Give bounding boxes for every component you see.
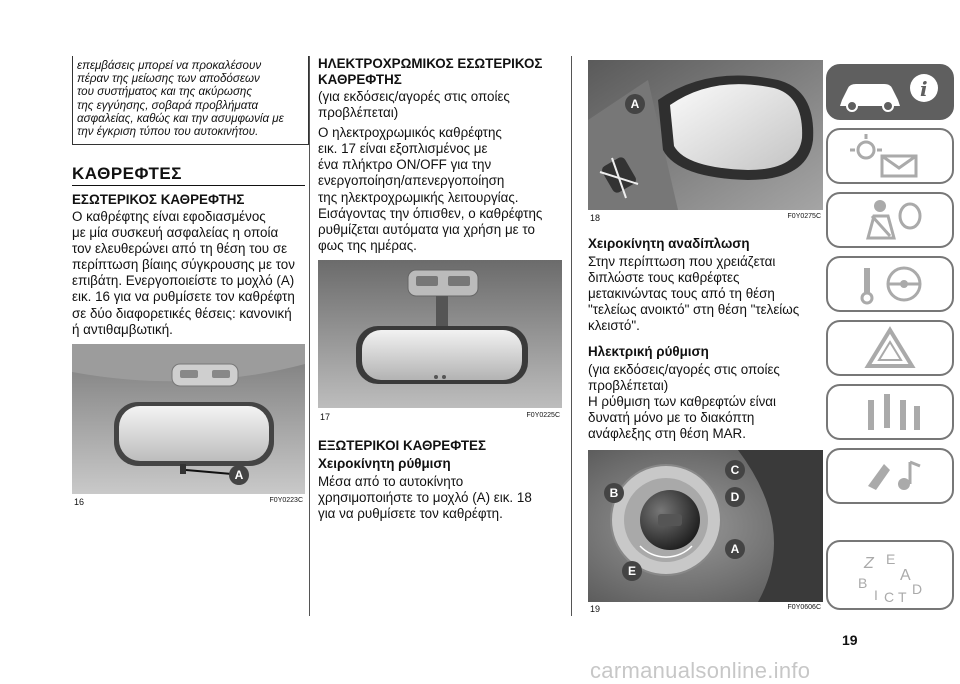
figure-18-exterior-mirror (588, 60, 823, 210)
manual-folding-heading: Χειροκίνητη αναδίπλωση (588, 236, 750, 251)
svg-text:T: T (898, 589, 907, 605)
exterior-mirrors-heading: ΕΞΩΤΕΡΙΚΟΙ ΚΑΘΡΕΦΤΕΣ (318, 438, 486, 453)
text-line: ενεργοποίηση/απενεργοποίηση (318, 173, 505, 189)
figure-19-mirror-control-knob (588, 450, 823, 602)
chapter-tab-knowing-the-car[interactable] (826, 64, 954, 120)
note-line: πέραν της μείωσης των αποδόσεων (77, 72, 260, 86)
text-line: ή αντιθαμβωτική. (72, 321, 173, 337)
note-line: επεμβάσεις μπορεί να προκαλέσουν (77, 59, 262, 72)
figure-number: 18 (590, 213, 601, 223)
electrochromic-heading-line1: ΗΛΕΚΤΡΟΧΡΩΜΙΚΟΣ ΕΣΩΤΕΡΙΚΟΣ (318, 56, 543, 71)
svg-text:C: C (884, 589, 895, 605)
chapter-tab-index[interactable] (826, 540, 954, 610)
chapter-tab-emergency[interactable] (826, 320, 954, 376)
note-line: της εγγύησης, σοβαρά προβλήματα (77, 98, 259, 112)
figure-17-caption (320, 412, 560, 422)
svg-text:B: B (858, 575, 868, 591)
svg-text:i: i (920, 77, 928, 101)
text-line: (για εκδόσεις/αγορές στις οποίες (318, 89, 510, 104)
text-line: προβλέπεται) (318, 105, 399, 121)
text-line: εικ. 17 είναι εξοπλισμένος με (318, 141, 488, 157)
figure-17-electrochromic-mirror (318, 260, 562, 408)
multimedia-icon (828, 450, 952, 502)
text-line: φως της ημέρας. (318, 237, 417, 253)
text-line: ρυθμίζεται αυτόματα για χρήση με το (318, 221, 535, 237)
text-line: ανάφλεξης στη θέση MAR. (588, 426, 746, 442)
text-line: Μέσα από το αυτοκίνητο (318, 474, 464, 489)
note-line: την έγκριση τύπου του αυτοκινήτου. (77, 125, 259, 139)
section-title-rule (72, 185, 305, 186)
text-line: (για εκδόσεις/αγορές στις οποίες (588, 362, 780, 377)
airbag-seatbelt-icon (828, 194, 952, 246)
text-line: ένα πλήκτρο ON/OFF για την (318, 157, 492, 173)
figure-code: F0Y0606C (787, 604, 821, 611)
watermark: carmanualsonline.info (590, 658, 811, 683)
section-title: ΚΑΘΡΕΦΤΕΣ (72, 164, 182, 183)
chapter-tab-multimedia[interactable] (826, 448, 954, 504)
figure-number: 19 (590, 604, 601, 614)
text-line: εικ. 16 για να ρυθμίσετε τον καθρέφτη (72, 289, 295, 305)
figure-16-interior-mirror (72, 344, 305, 494)
text-line: δυνατή μόνο με το διακόπτη (588, 410, 755, 426)
svg-text:I: I (874, 587, 878, 603)
page-number: 19 (842, 632, 858, 648)
figure-number: 17 (320, 412, 331, 422)
electrochromic-heading-line2: ΚΑΘΡΕΦΤΗΣ (318, 72, 402, 87)
callout-label-a: A (625, 94, 645, 114)
electric-adjustment-heading: Ηλεκτρική ρύθμιση (588, 344, 709, 359)
chapter-tab-starting-driving[interactable] (826, 256, 954, 312)
figure-16-caption (74, 497, 303, 507)
manual-adjustment-text (318, 474, 532, 522)
manual-folding-text (588, 254, 799, 334)
callout-label-d: D (725, 487, 745, 507)
steering-key-icon (828, 258, 952, 310)
column-divider (571, 56, 572, 616)
figure-18-caption (590, 213, 821, 223)
chapter-tab-maintenance[interactable] (826, 384, 954, 440)
electric-adjustment-text (588, 362, 780, 442)
text-line: Η ρύθμιση των καθρεφτών είναι (588, 394, 776, 410)
text-line: χρησιμοποιήστε το μοχλό (A) εικ. 18 (318, 490, 532, 506)
car-info-icon (828, 66, 952, 118)
svg-text:Z: Z (864, 555, 874, 572)
text-line: Ο καθρέφτης είναι εφοδιασμένος (72, 209, 266, 224)
alphabetical-index-icon (828, 542, 952, 608)
chapter-tab-safety[interactable] (826, 192, 954, 248)
text-line: τον ελευθερώνει από τη θέση του σε (72, 241, 288, 257)
text-line: σε δύο διαφορετικές θέσεις: κανονική (72, 305, 292, 321)
figure-code: F0Y0225C (526, 412, 560, 419)
note-line: ασφαλείας, καθώς και την ασυμφωνία με (77, 111, 284, 125)
callout-label-a: A (229, 465, 249, 485)
svg-text:E: E (886, 551, 896, 567)
figure-code: F0Y0275C (787, 213, 821, 220)
chapter-tab-dashboard[interactable] (826, 128, 954, 184)
text-line: μετακινώντας τους από τη θέση (588, 286, 775, 302)
text-line: με μία συσκευή ασφαλείας η οποία (72, 225, 279, 241)
figure-code: F0Y0223C (269, 497, 303, 504)
callout-label-c: C (725, 460, 745, 480)
text-line: Ο ηλεκτροχρωμικός καθρέφτης (318, 125, 502, 141)
text-line: Στην περίπτωση που χρειάζεται (588, 254, 776, 269)
warning-triangle-icon (828, 322, 952, 374)
callout-label-b: B (604, 483, 624, 503)
callout-label-e: E (622, 561, 642, 581)
dashboard-lights-icon (828, 130, 952, 182)
electrochromic-text (318, 89, 542, 254)
text-line: για να ρυθμίσετε τον καθρέφτη. (318, 506, 503, 522)
callout-label-a: A (725, 539, 745, 559)
text-line: "τελείως ανοικτό" στη θέση "τελείως (588, 302, 800, 318)
maintenance-tools-icon (828, 386, 952, 438)
interior-mirror-heading: ΕΣΩΤΕΡΙΚΟΣ ΚΑΘΡΕΦΤΗΣ (72, 192, 245, 207)
text-line: κλειστό". (588, 318, 640, 334)
figure-19-caption (590, 604, 821, 614)
column-divider (309, 56, 310, 616)
text-line: περίπτωση βίαιης σύγκρουσης με τον (72, 257, 295, 273)
text-line: προβλέπεται) (588, 378, 669, 394)
text-line: Εισάγοντας την όπισθεν, ο καθρέφτης (318, 205, 543, 221)
svg-text:D: D (912, 581, 923, 597)
text-line: επιβάτη. Ενεργοποιείστε το μοχλό (A) (72, 273, 295, 289)
svg-text:A: A (900, 567, 911, 584)
note-line: του συστήματος και της ακύρωσης (77, 85, 253, 99)
figure-number: 16 (74, 497, 85, 507)
manual-adjustment-heading: Χειροκίνητη ρύθμιση (318, 456, 451, 471)
text-line: διπλώστε τους καθρέφτες (588, 270, 740, 286)
text-line: της ηλεκτροχρωμικής λειτουργίας. (318, 189, 519, 205)
interior-mirror-text (72, 209, 295, 338)
warning-note-box (72, 56, 309, 145)
